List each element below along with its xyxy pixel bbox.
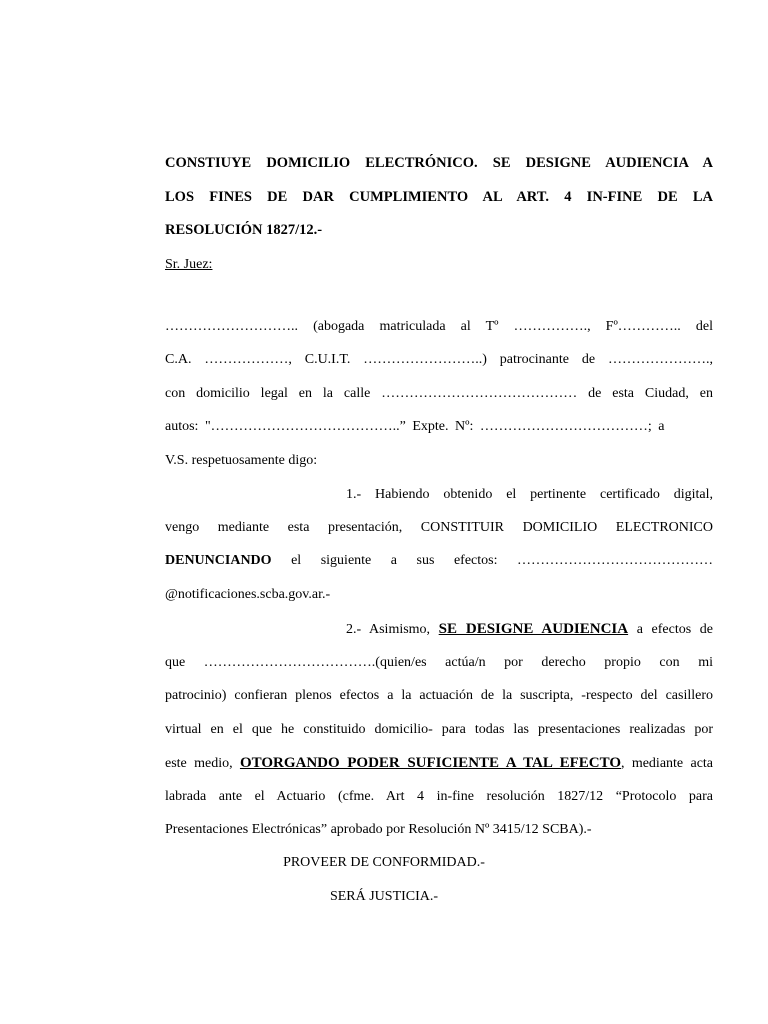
p2-bold-se-designe-audiencia: SE DESIGNE AUDIENCIA — [438, 621, 629, 637]
p2-line-3: patrocinio) confieran plenos efectos a la actuación de la suscripta, -respecto del casillero — [165, 688, 713, 703]
intro-line-2: C.A. ………………, C.U.I.T. ……………………..) patrocinante de …………………., — [165, 352, 713, 367]
p1-line-3-rest: el siguiente a sus efectos: …………………………………… — [271, 553, 713, 568]
p2-line-7: Presentaciones Electrónicas” aprobado por Resolución Nº 3415/12 SCBA).- — [165, 822, 592, 837]
p2-line-5 — [165, 753, 713, 773]
intro-line-3: con domicilio legal en la calle …………………………………… de esta Ciudad, en — [165, 386, 713, 401]
p1-bold-denunciando: DENUNCIANDO — [165, 553, 272, 568]
intro-line-1: ……………………….. (abogada matriculada al Tº ……………., Fº………….. del — [165, 319, 713, 334]
p2-line-1-post: a efectos de — [628, 622, 713, 637]
salutation: Sr. Juez: — [165, 257, 213, 272]
p2-line-4: virtual en el que he constituido domicilio- para todas las presentaciones realizadas por — [165, 722, 713, 737]
closing-justicia: SERÁ JUSTICIA.- — [329, 889, 439, 904]
p2-line-1-pre: 2.- Asimismo, — [346, 622, 439, 637]
p1-line-1: 1.- Habiendo obtenido el pertinente certificado digital, — [346, 487, 713, 502]
intro-line-5: V.S. respetuosamente digo: — [165, 453, 318, 468]
p1-line-4: @notificaciones.scba.gov.ar.- — [165, 587, 331, 602]
p2-line-1 — [346, 619, 713, 639]
closing-proveer: PROVEER DE CONFORMIDAD.- — [283, 855, 485, 870]
title-line-3: RESOLUCIÓN 1827/12.- — [165, 222, 323, 238]
p2-line-6: labrada ante el Actuario (cfme. Art 4 in-fine resolución 1827/12 “Protocolo para — [165, 789, 713, 804]
p2-bold-otorgando-poder: OTORGANDO PODER SUFICIENTE A TAL EFECTO — [239, 755, 621, 771]
title-line-1: CONSTIUYE DOMICILIO ELECTRÓNICO. SE DESIGNE AUDIENCIA A — [165, 155, 713, 171]
p2-line-5-post: , mediante acta — [621, 756, 714, 771]
p2-line-2: que ……………………………….(quien/es actúa/n por derecho propio con mi — [165, 655, 713, 670]
p1-line-3 — [165, 551, 713, 571]
p2-line-5-pre: este medio, — [165, 756, 240, 771]
intro-line-4: autos: "…………………………………..” Expte. Nº: ………………………………; a — [165, 419, 665, 434]
p1-line-2: vengo mediante esta presentación, CONSTITUIR DOMICILIO ELECTRONICO — [165, 520, 713, 535]
title-line-2: LOS FINES DE DAR CUMPLIMIENTO AL ART. 4 IN-FINE DE LA — [165, 189, 713, 205]
